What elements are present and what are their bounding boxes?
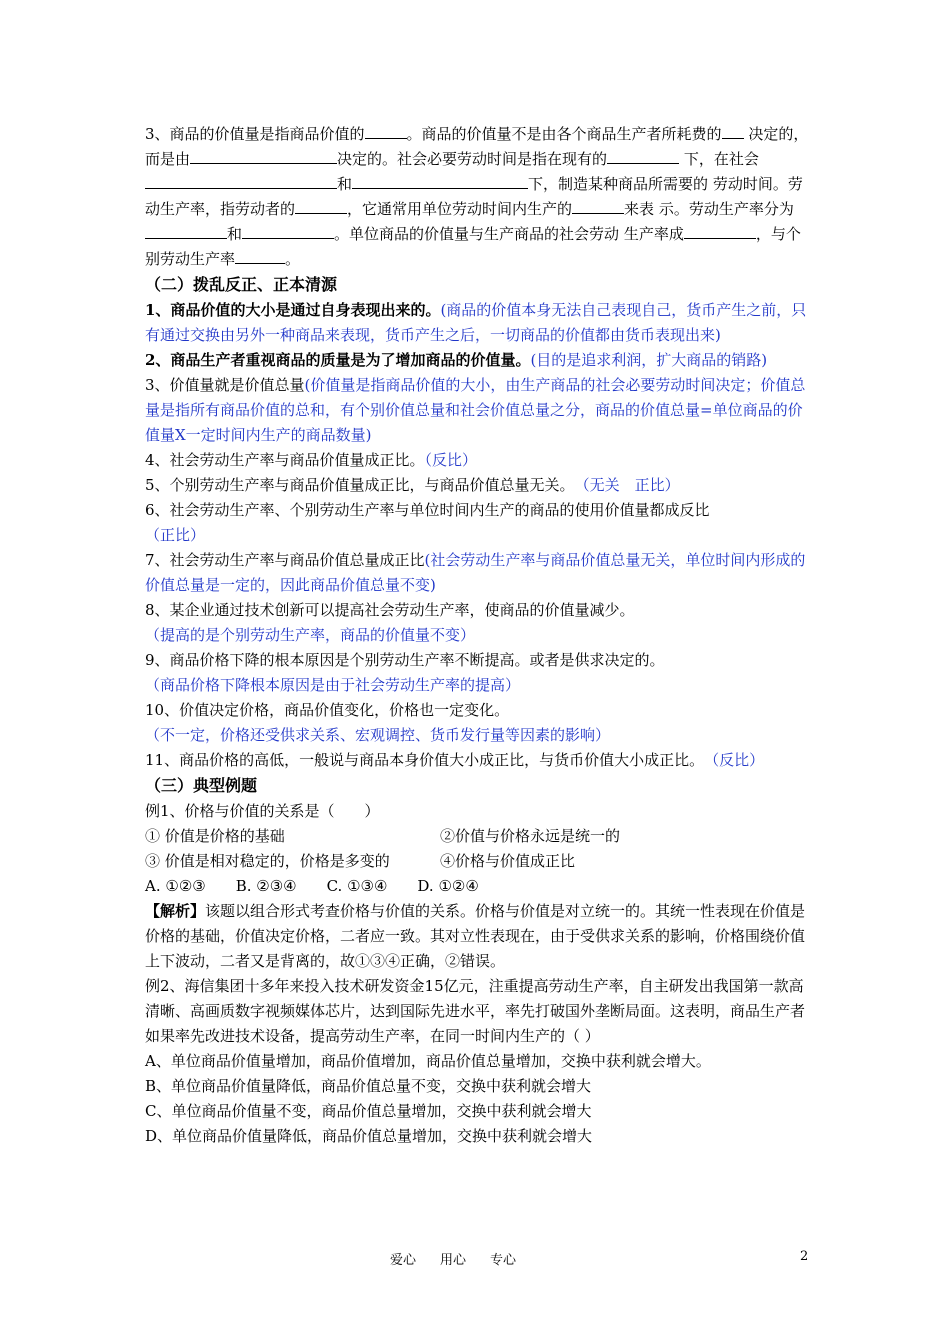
statement: 11、商品价格的高低，一般说与商品本身价值大小成正比，与货币价值大小成正比。 xyxy=(145,751,697,769)
correction: （提高的是个别劳动生产率，商品的价值量不变） xyxy=(145,626,476,644)
analysis xyxy=(145,899,810,974)
blank xyxy=(572,198,624,214)
section-heading: （三）典型例题 xyxy=(145,776,258,795)
list-item xyxy=(145,698,810,748)
statement: 5、个别劳动生产率与商品价值量成正比，与商品价值总量无关。 xyxy=(145,476,568,494)
statement: 9、商品价格下降的根本原因是个别劳动生产率不断提高。或者是供求决定的。 xyxy=(145,651,665,669)
statement: 6、社会劳动生产率、个别劳动生产率与单位时间内生产的商品的使用价值量都成反比 xyxy=(145,501,710,519)
option: ③ 价值是相对稳定的，价格是多变的 xyxy=(145,852,390,870)
correction: (商品的价值本身无法自己表现自己，货币产生之前，只有通过交换由另外一种商品来表现，货币产生之后，一切商品的价值都由货币表现出来) xyxy=(145,301,807,344)
example-stem: 例1、价格与价值的关系是（ ） xyxy=(145,802,380,820)
option: ④价格与价值成正比 xyxy=(440,852,576,870)
text: 。商品的价值量不是由各个商品生产者所耗费的 xyxy=(406,125,722,143)
blank xyxy=(242,223,334,239)
page-number: 2 xyxy=(800,1249,809,1264)
blank xyxy=(607,148,679,164)
statement: 4、社会劳动生产率与商品价值量成正比。 xyxy=(145,451,425,469)
option-row xyxy=(145,849,810,874)
example-stem: 例2、海信集团十多年来投入技术研发资金15亿元，注重提高劳动生产率，自主研发出我国第一款高清晰、高画质数字视频媒体芯片，达到国际先进水平，率先打破国外垄断局面。这表明，商品生产者如果率先改进技术设备，提高劳动生产率，在同一时间内生产的（ ） xyxy=(145,977,806,1045)
fill-blank-paragraph xyxy=(145,122,810,272)
option: B、单位商品价值量降低，商品价值总量不变，交换中获利就会增大 xyxy=(145,1077,592,1095)
blank xyxy=(295,198,347,214)
text: 劳动时间。劳动生产率，指劳动者的 xyxy=(145,175,803,218)
correction: (社会劳动生产率与商品价值总量无关，单位时间内形成的价值总量是一定的，因此商品价值总量不变) xyxy=(145,551,806,594)
option: C、单位商品价值量不变，商品价值总量增加，交换中获利就会增大 xyxy=(145,1102,592,1120)
correction: (目的是追求利润，扩大商品的销路) xyxy=(530,351,768,369)
blank xyxy=(145,223,227,239)
analysis-label: 【解析】 xyxy=(145,902,206,920)
text: ，与个别劳动生产率 xyxy=(145,225,801,268)
option: ① 价值是价格的基础 xyxy=(145,827,285,845)
blank xyxy=(684,223,756,239)
list-item xyxy=(145,598,810,648)
text: 决定的。社会必要劳动时间是指在现有的 xyxy=(337,150,608,168)
option: D、单位商品价值量降低，商品价值总量增加，交换中获利就会增大 xyxy=(145,1127,593,1145)
text: 下，在社会 xyxy=(683,150,759,168)
list-item xyxy=(145,348,810,373)
list-item xyxy=(145,748,810,773)
correction: （商品价格下降根本原因是由于社会劳动生产率的提高） xyxy=(145,676,521,694)
list-item xyxy=(145,648,810,698)
blank xyxy=(365,123,407,139)
statement: 1、商品价值的大小是通过自身表现出来的。 xyxy=(145,301,441,319)
text: 下，制造某种商品所需要的 xyxy=(528,175,709,193)
section-heading: （二）拨乱反正、正本清源 xyxy=(145,275,338,294)
list-item xyxy=(145,298,810,348)
option-row xyxy=(145,824,810,849)
footer-text: 用心 xyxy=(440,1253,467,1268)
blank xyxy=(722,123,744,139)
text: 来表 xyxy=(624,200,655,218)
footer-text: 爱心 xyxy=(390,1253,417,1268)
option: A、单位商品价值量增加，商品价值增加，商品价值总量增加，交换中获利就会增大。 xyxy=(145,1052,711,1070)
footer-text: 专心 xyxy=(490,1253,517,1268)
list-item xyxy=(145,448,810,473)
choices: A. ①②③ B. ②③④ C. ①③④ D. ①②④ xyxy=(145,877,479,895)
statement: 8、某企业通过技术创新可以提高社会劳动生产率，使商品的价值量减少。 xyxy=(145,601,635,619)
document-body xyxy=(145,122,810,1149)
list-item xyxy=(145,498,810,548)
text: ，它通常用单位劳动时间内生产的 xyxy=(347,200,573,218)
text: 3、商品的价值量是指商品价值的 xyxy=(145,125,365,143)
text: 决定的，而是由 xyxy=(145,125,809,168)
list-item xyxy=(145,473,810,498)
footer-motto xyxy=(390,1249,540,1268)
list-item xyxy=(145,548,810,598)
blank xyxy=(352,173,528,189)
correction: （不一定，价格还受供求关系、宏观调控、货币发行量等因素的影响） xyxy=(145,726,611,744)
text: 和 xyxy=(337,175,353,193)
blank xyxy=(145,173,337,189)
text: 生产率成 xyxy=(623,225,684,243)
correction: （无关 正比） xyxy=(582,476,680,494)
text: 示。劳动生产率分为 xyxy=(658,200,794,218)
text: 。 xyxy=(285,250,301,268)
list-item xyxy=(145,373,810,448)
correction: （正比） xyxy=(145,526,206,544)
option: ②价值与价格永远是统一的 xyxy=(440,827,621,845)
statement: 3、价值量就是价值总量 xyxy=(145,376,305,394)
text: 。单位商品的价值量与生产商品的社会劳动 xyxy=(334,225,620,243)
blank xyxy=(235,248,285,264)
statement: 10、价值决定价格，商品价值变化，价格也一定变化。 xyxy=(145,701,510,719)
statement: 7、社会劳动生产率与商品价值总量成正比 xyxy=(145,551,425,569)
blank xyxy=(190,148,337,164)
analysis-text: 该题以组合形式考查价格与价值的关系。价格与价值是对立统一的。其统一性表现在价值是价格的基础，价值决定价格，二者应一致。其对立性表现在，由于受供求关系的影响，价格围绕价值上下波动，二者又是背离的，故①③④正确，②错误。 xyxy=(145,902,806,970)
correction: （反比） xyxy=(711,751,765,769)
text: 和 xyxy=(227,225,243,243)
statement: 2、商品生产者重视商品的质量是为了增加商品的价值量。 xyxy=(145,351,531,369)
correction: (价值量是指商品价值的大小，由生产商品的社会必要劳动时间决定；价值总量是指所有商品价值的总和，有个别价值总量和社会价值总量之分，商品的价值总量=单位商品的价值量X一定时间内生产的商品数量) xyxy=(145,376,806,444)
correction: （反比） xyxy=(424,451,478,469)
